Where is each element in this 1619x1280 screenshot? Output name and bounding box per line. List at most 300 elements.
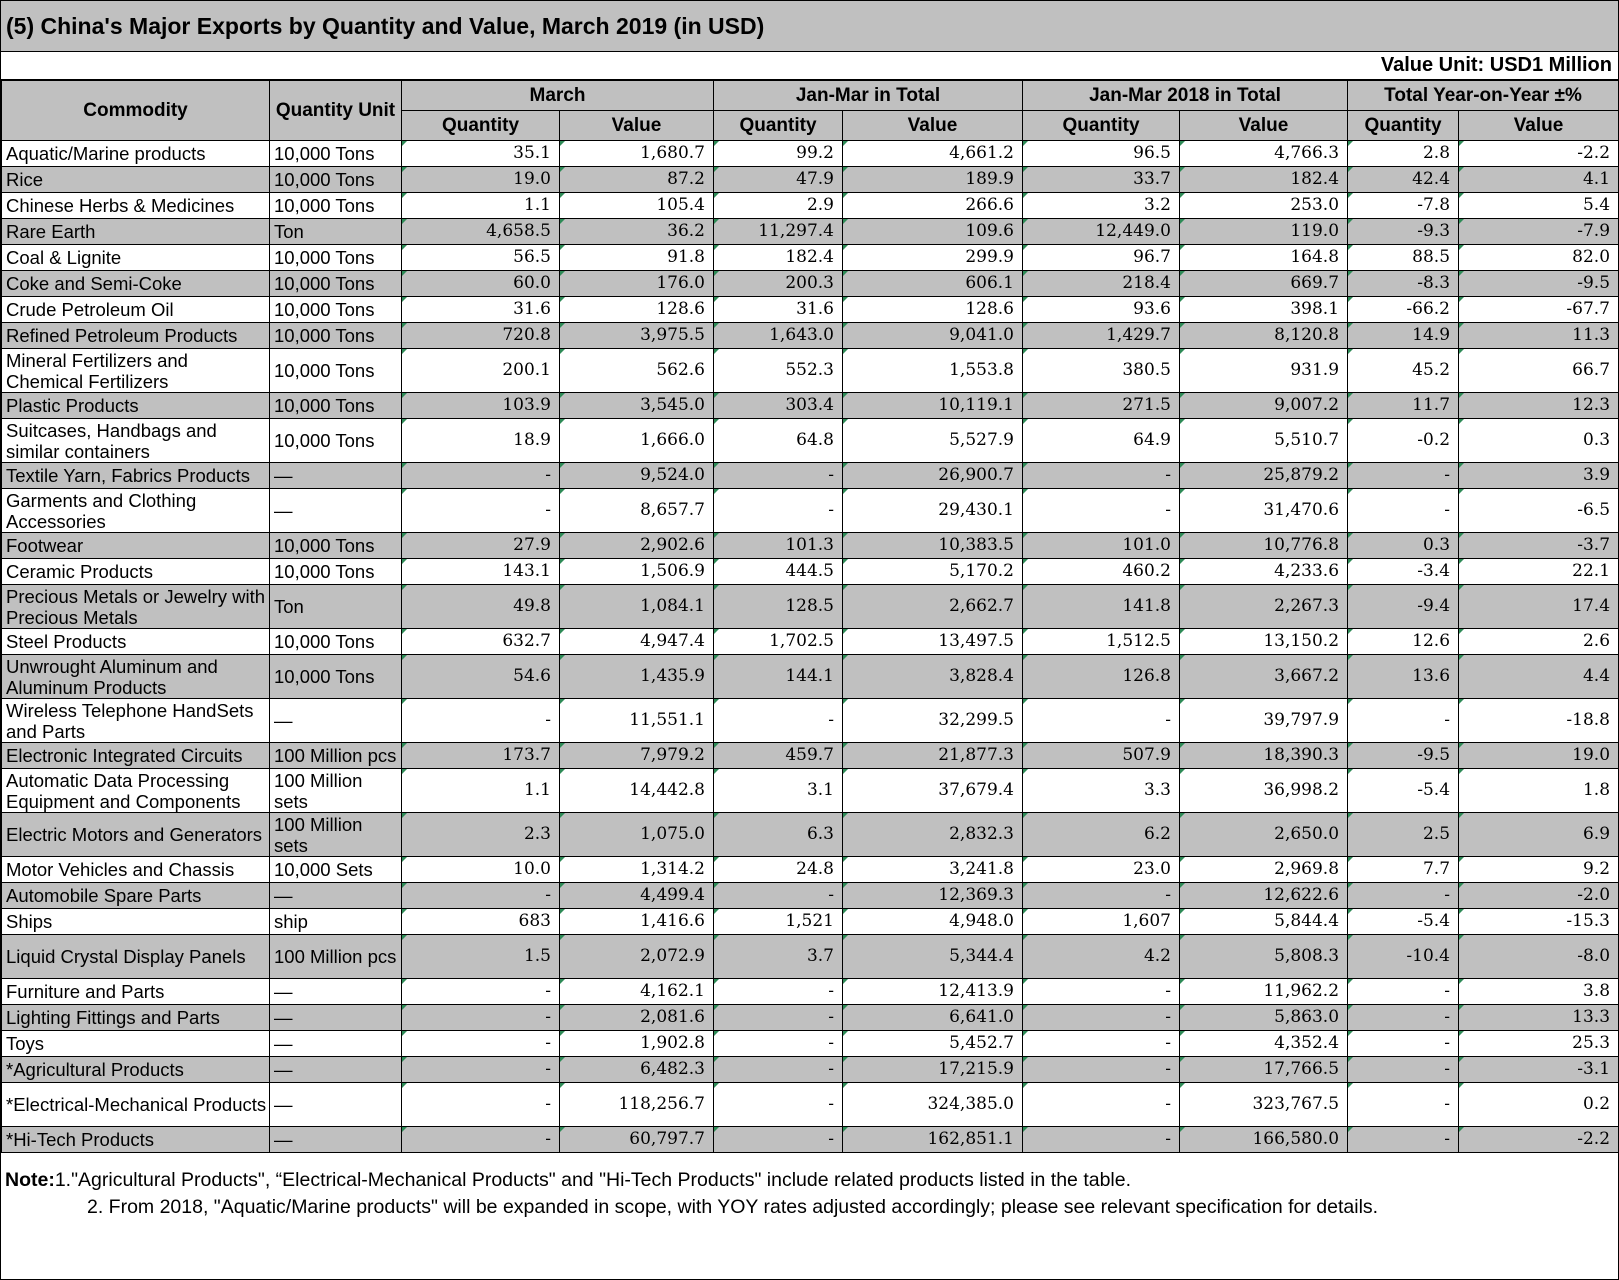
march-value-cell: 87.2 <box>560 167 714 193</box>
march-quantity-cell: 19.0 <box>402 167 560 193</box>
jan-mar-quantity-cell: 6.3 <box>714 813 843 857</box>
march-quantity-cell: 60.0 <box>402 271 560 297</box>
table-row <box>2 349 1619 393</box>
jan-mar-quantity-cell: 303.4 <box>714 393 843 419</box>
yoy-quantity-cell: -9.5 <box>1348 743 1459 769</box>
quantity-unit-cell: 10,000 Tons <box>270 271 402 297</box>
yoy-value-cell: 0.2 <box>1459 1083 1619 1127</box>
jan-mar-value-cell: 5,170.2 <box>843 559 1023 585</box>
quantity-unit-cell: — <box>270 1057 402 1083</box>
yoy-quantity-cell: -5.4 <box>1348 909 1459 935</box>
commodity-name: Rice <box>2 167 270 193</box>
march-quantity-cell: 720.8 <box>402 323 560 349</box>
march-value-cell: 60,797.7 <box>560 1127 714 1153</box>
jan-mar-2018-value-cell: 398.1 <box>1180 297 1348 323</box>
march-quantity-cell: 54.6 <box>402 655 560 699</box>
jan-mar-2018-value-cell: 3,667.2 <box>1180 655 1348 699</box>
commodity-name: Footwear <box>2 533 270 559</box>
yoy-quantity-cell: -3.4 <box>1348 559 1459 585</box>
jan-mar-quantity-cell: 47.9 <box>714 167 843 193</box>
jan-mar-2018-quantity-cell: 271.5 <box>1023 393 1180 419</box>
quantity-unit-cell: 10,000 Tons <box>270 559 402 585</box>
jan-mar-quantity-cell: 1,521 <box>714 909 843 935</box>
jan-mar-value-cell: 266.6 <box>843 193 1023 219</box>
commodity-name: Electric Motors and Generators <box>2 813 270 857</box>
jan-mar-2018-value-cell: 323,767.5 <box>1180 1083 1348 1127</box>
yoy-quantity-cell: -9.3 <box>1348 219 1459 245</box>
jan-mar-quantity-cell: 128.5 <box>714 585 843 629</box>
jan-mar-value-cell: 12,369.3 <box>843 883 1023 909</box>
yoy-quantity-cell: -8.3 <box>1348 271 1459 297</box>
jan-mar-quantity-cell: 444.5 <box>714 559 843 585</box>
march-value-cell: 562.6 <box>560 349 714 393</box>
jan-mar-quantity-cell: 1,643.0 <box>714 323 843 349</box>
jan-mar-value-cell: 2,832.3 <box>843 813 1023 857</box>
table-body <box>2 141 1619 1153</box>
jan-mar-value-cell: 3,828.4 <box>843 655 1023 699</box>
march-value-cell: 6,482.3 <box>560 1057 714 1083</box>
march-value-cell: 2,081.6 <box>560 1005 714 1031</box>
jan-mar-2018-quantity-cell: 23.0 <box>1023 857 1180 883</box>
quantity-unit-cell: — <box>270 883 402 909</box>
yoy-value-cell: 22.1 <box>1459 559 1619 585</box>
jan-mar-quantity-cell: - <box>714 1005 843 1031</box>
table-row <box>2 1057 1619 1083</box>
jan-mar-quantity-cell: - <box>714 699 843 743</box>
yoy-quantity-cell: 0.3 <box>1348 533 1459 559</box>
jan-mar-quantity-cell: - <box>714 463 843 489</box>
march-quantity-cell: - <box>402 1083 560 1127</box>
march-quantity-cell: - <box>402 1031 560 1057</box>
march-quantity-cell: 1.1 <box>402 769 560 813</box>
march-value-cell: 11,551.1 <box>560 699 714 743</box>
jan-mar-2018-quantity-cell: - <box>1023 1057 1180 1083</box>
commodity-name: Plastic Products <box>2 393 270 419</box>
yoy-value-cell: 9.2 <box>1459 857 1619 883</box>
yoy-value-cell: 11.3 <box>1459 323 1619 349</box>
jan-mar-2018-quantity-cell: 1,512.5 <box>1023 629 1180 655</box>
header-quantity-unit: Quantity Unit <box>270 81 402 141</box>
yoy-value-cell: -3.7 <box>1459 533 1619 559</box>
jan-mar-value-cell: 13,497.5 <box>843 629 1023 655</box>
yoy-quantity-cell: - <box>1348 1127 1459 1153</box>
table-row <box>2 1127 1619 1153</box>
commodity-name: Coke and Semi-Coke <box>2 271 270 297</box>
quantity-unit-cell: 10,000 Tons <box>270 141 402 167</box>
jan-mar-value-cell: 128.6 <box>843 297 1023 323</box>
jan-mar-2018-quantity-cell: 64.9 <box>1023 419 1180 463</box>
jan-mar-2018-quantity-cell: 218.4 <box>1023 271 1180 297</box>
header-group-yoy: Total Year-on-Year ±% <box>1348 81 1619 111</box>
jan-mar-2018-quantity-cell: - <box>1023 883 1180 909</box>
march-quantity-cell: - <box>402 1057 560 1083</box>
march-value-cell: 1,416.6 <box>560 909 714 935</box>
jan-mar-2018-quantity-cell: 3.2 <box>1023 193 1180 219</box>
commodity-name: Coal & Lignite <box>2 245 270 271</box>
yoy-value-cell: 2.6 <box>1459 629 1619 655</box>
march-quantity-cell: 173.7 <box>402 743 560 769</box>
yoy-quantity-cell: -9.4 <box>1348 585 1459 629</box>
jan-mar-quantity-cell: 24.8 <box>714 857 843 883</box>
march-value-cell: 8,657.7 <box>560 489 714 533</box>
yoy-value-cell: -6.5 <box>1459 489 1619 533</box>
jan-mar-2018-value-cell: 182.4 <box>1180 167 1348 193</box>
march-quantity-cell: 31.6 <box>402 297 560 323</box>
note-label: Note: <box>5 1169 55 1191</box>
jan-mar-2018-value-cell: 12,622.6 <box>1180 883 1348 909</box>
yoy-value-cell: -67.7 <box>1459 297 1619 323</box>
header-sub-quantity: Quantity <box>402 111 560 141</box>
jan-mar-2018-value-cell: 166,580.0 <box>1180 1127 1348 1153</box>
jan-mar-quantity-cell: 144.1 <box>714 655 843 699</box>
march-value-cell: 4,947.4 <box>560 629 714 655</box>
commodity-name: Automobile Spare Parts <box>2 883 270 909</box>
march-quantity-cell: 35.1 <box>402 141 560 167</box>
jan-mar-value-cell: 3,241.8 <box>843 857 1023 883</box>
quantity-unit-cell: Ton <box>270 585 402 629</box>
jan-mar-2018-value-cell: 4,766.3 <box>1180 141 1348 167</box>
jan-mar-2018-value-cell: 5,863.0 <box>1180 1005 1348 1031</box>
header-sub-quantity: Quantity <box>1023 111 1180 141</box>
jan-mar-quantity-cell: 200.3 <box>714 271 843 297</box>
yoy-quantity-cell: 2.8 <box>1348 141 1459 167</box>
march-value-cell: 3,545.0 <box>560 393 714 419</box>
quantity-unit-cell: 10,000 Tons <box>270 297 402 323</box>
jan-mar-quantity-cell: 3.7 <box>714 935 843 979</box>
yoy-quantity-cell: -7.8 <box>1348 193 1459 219</box>
table-row <box>2 323 1619 349</box>
yoy-quantity-cell: - <box>1348 1005 1459 1031</box>
yoy-value-cell: -7.9 <box>1459 219 1619 245</box>
table-row <box>2 559 1619 585</box>
quantity-unit-cell: 10,000 Sets <box>270 857 402 883</box>
march-value-cell: 176.0 <box>560 271 714 297</box>
march-value-cell: 2,902.6 <box>560 533 714 559</box>
jan-mar-2018-value-cell: 4,352.4 <box>1180 1031 1348 1057</box>
quantity-unit-cell: — <box>270 489 402 533</box>
jan-mar-2018-value-cell: 931.9 <box>1180 349 1348 393</box>
jan-mar-2018-value-cell: 253.0 <box>1180 193 1348 219</box>
jan-mar-2018-quantity-cell: - <box>1023 1005 1180 1031</box>
jan-mar-quantity-cell: 182.4 <box>714 245 843 271</box>
jan-mar-quantity-cell: 31.6 <box>714 297 843 323</box>
jan-mar-2018-value-cell: 164.8 <box>1180 245 1348 271</box>
march-quantity-cell: 2.3 <box>402 813 560 857</box>
commodity-name: Garments and Clothing Accessories <box>2 489 270 533</box>
jan-mar-value-cell: 109.6 <box>843 219 1023 245</box>
yoy-value-cell: -8.0 <box>1459 935 1619 979</box>
table-row <box>2 699 1619 743</box>
jan-mar-2018-value-cell: 5,844.4 <box>1180 909 1348 935</box>
jan-mar-2018-value-cell: 25,879.2 <box>1180 463 1348 489</box>
jan-mar-value-cell: 37,679.4 <box>843 769 1023 813</box>
march-quantity-cell: - <box>402 699 560 743</box>
jan-mar-value-cell: 324,385.0 <box>843 1083 1023 1127</box>
jan-mar-2018-quantity-cell: - <box>1023 463 1180 489</box>
table-row <box>2 935 1619 979</box>
yoy-value-cell: 3.9 <box>1459 463 1619 489</box>
march-quantity-cell: 27.9 <box>402 533 560 559</box>
march-quantity-cell: 18.9 <box>402 419 560 463</box>
jan-mar-value-cell: 162,851.1 <box>843 1127 1023 1153</box>
jan-mar-2018-value-cell: 2,650.0 <box>1180 813 1348 857</box>
march-value-cell: 1,680.7 <box>560 141 714 167</box>
march-value-cell: 7,979.2 <box>560 743 714 769</box>
yoy-value-cell: -2.2 <box>1459 141 1619 167</box>
table-row <box>2 769 1619 813</box>
table-row <box>2 141 1619 167</box>
commodity-name: *Agricultural Products <box>2 1057 270 1083</box>
commodity-name: Toys <box>2 1031 270 1057</box>
jan-mar-value-cell: 32,299.5 <box>843 699 1023 743</box>
yoy-quantity-cell: 13.6 <box>1348 655 1459 699</box>
jan-mar-quantity-cell: - <box>714 1127 843 1153</box>
commodity-name: Unwrought Aluminum and Aluminum Products <box>2 655 270 699</box>
jan-mar-2018-value-cell: 4,233.6 <box>1180 559 1348 585</box>
march-value-cell: 3,975.5 <box>560 323 714 349</box>
commodity-name: Liquid Crystal Display Panels <box>2 935 270 979</box>
march-quantity-cell: - <box>402 463 560 489</box>
jan-mar-2018-value-cell: 10,776.8 <box>1180 533 1348 559</box>
quantity-unit-cell: 10,000 Tons <box>270 193 402 219</box>
yoy-quantity-cell: 7.7 <box>1348 857 1459 883</box>
commodity-name: Wireless Telephone HandSets and Parts <box>2 699 270 743</box>
yoy-quantity-cell: -0.2 <box>1348 419 1459 463</box>
table-row <box>2 393 1619 419</box>
jan-mar-2018-value-cell: 13,150.2 <box>1180 629 1348 655</box>
yoy-quantity-cell: -10.4 <box>1348 935 1459 979</box>
yoy-value-cell: -15.3 <box>1459 909 1619 935</box>
quantity-unit-cell: — <box>270 699 402 743</box>
jan-mar-value-cell: 4,661.2 <box>843 141 1023 167</box>
yoy-value-cell: -2.2 <box>1459 1127 1619 1153</box>
quantity-unit-cell: 100 Million sets <box>270 769 402 813</box>
jan-mar-2018-quantity-cell: 101.0 <box>1023 533 1180 559</box>
jan-mar-quantity-cell: 64.8 <box>714 419 843 463</box>
quantity-unit-cell: — <box>270 1005 402 1031</box>
yoy-quantity-cell: 2.5 <box>1348 813 1459 857</box>
header-group-jan-mar-total: Jan-Mar in Total <box>714 81 1023 111</box>
header-sub-value: Value <box>560 111 714 141</box>
commodity-name: Ceramic Products <box>2 559 270 585</box>
march-value-cell: 1,075.0 <box>560 813 714 857</box>
header-sub-value: Value <box>1180 111 1348 141</box>
quantity-unit-cell: 10,000 Tons <box>270 167 402 193</box>
yoy-value-cell: 13.3 <box>1459 1005 1619 1031</box>
march-quantity-cell: 10.0 <box>402 857 560 883</box>
yoy-quantity-cell: - <box>1348 489 1459 533</box>
exports-table <box>1 80 1619 1153</box>
march-value-cell: 14,442.8 <box>560 769 714 813</box>
jan-mar-value-cell: 1,553.8 <box>843 349 1023 393</box>
jan-mar-value-cell: 6,641.0 <box>843 1005 1023 1031</box>
yoy-quantity-cell: 42.4 <box>1348 167 1459 193</box>
march-value-cell: 9,524.0 <box>560 463 714 489</box>
header-sub-quantity: Quantity <box>1348 111 1459 141</box>
jan-mar-2018-value-cell: 2,969.8 <box>1180 857 1348 883</box>
march-value-cell: 1,902.8 <box>560 1031 714 1057</box>
commodity-name: Steel Products <box>2 629 270 655</box>
jan-mar-2018-quantity-cell: 141.8 <box>1023 585 1180 629</box>
jan-mar-2018-quantity-cell: 126.8 <box>1023 655 1180 699</box>
jan-mar-2018-quantity-cell: 1,607 <box>1023 909 1180 935</box>
jan-mar-2018-quantity-cell: 1,429.7 <box>1023 323 1180 349</box>
march-quantity-cell: - <box>402 1005 560 1031</box>
jan-mar-value-cell: 12,413.9 <box>843 979 1023 1005</box>
yoy-quantity-cell: - <box>1348 463 1459 489</box>
march-quantity-cell: 1.1 <box>402 193 560 219</box>
yoy-quantity-cell: -66.2 <box>1348 297 1459 323</box>
jan-mar-quantity-cell: 1,702.5 <box>714 629 843 655</box>
yoy-value-cell: 17.4 <box>1459 585 1619 629</box>
march-quantity-cell: - <box>402 1127 560 1153</box>
march-value-cell: 1,435.9 <box>560 655 714 699</box>
yoy-value-cell: 4.1 <box>1459 167 1619 193</box>
jan-mar-2018-value-cell: 8,120.8 <box>1180 323 1348 349</box>
march-value-cell: 105.4 <box>560 193 714 219</box>
jan-mar-value-cell: 5,527.9 <box>843 419 1023 463</box>
jan-mar-2018-quantity-cell: - <box>1023 699 1180 743</box>
quantity-unit-cell: 10,000 Tons <box>270 393 402 419</box>
march-quantity-cell: 143.1 <box>402 559 560 585</box>
jan-mar-2018-quantity-cell: 380.5 <box>1023 349 1180 393</box>
yoy-quantity-cell: 11.7 <box>1348 393 1459 419</box>
march-value-cell: 118,256.7 <box>560 1083 714 1127</box>
yoy-quantity-cell: - <box>1348 1057 1459 1083</box>
jan-mar-2018-value-cell: 119.0 <box>1180 219 1348 245</box>
header-group-march: March <box>402 81 714 111</box>
commodity-name: Ships <box>2 909 270 935</box>
commodity-name: Mineral Fertilizers and Chemical Fertilizers <box>2 349 270 393</box>
jan-mar-value-cell: 299.9 <box>843 245 1023 271</box>
quantity-unit-cell: — <box>270 1031 402 1057</box>
march-value-cell: 91.8 <box>560 245 714 271</box>
yoy-value-cell: 66.7 <box>1459 349 1619 393</box>
jan-mar-quantity-cell: - <box>714 1057 843 1083</box>
yoy-quantity-cell: 45.2 <box>1348 349 1459 393</box>
table-row <box>2 271 1619 297</box>
yoy-value-cell: 1.8 <box>1459 769 1619 813</box>
quantity-unit-cell: 10,000 Tons <box>270 419 402 463</box>
jan-mar-value-cell: 5,344.4 <box>843 935 1023 979</box>
jan-mar-2018-value-cell: 2,267.3 <box>1180 585 1348 629</box>
jan-mar-value-cell: 5,452.7 <box>843 1031 1023 1057</box>
march-quantity-cell: 200.1 <box>402 349 560 393</box>
table-row <box>2 193 1619 219</box>
jan-mar-quantity-cell: 99.2 <box>714 141 843 167</box>
jan-mar-value-cell: 29,430.1 <box>843 489 1023 533</box>
quantity-unit-cell: 10,000 Tons <box>270 245 402 271</box>
commodity-name: Lighting Fittings and Parts <box>2 1005 270 1031</box>
march-quantity-cell: 103.9 <box>402 393 560 419</box>
march-value-cell: 36.2 <box>560 219 714 245</box>
commodity-name: Motor Vehicles and Chassis <box>2 857 270 883</box>
march-quantity-cell: 632.7 <box>402 629 560 655</box>
quantity-unit-cell: — <box>270 979 402 1005</box>
table-title: (5) China's Major Exports by Quantity and Value, March 2019 (in USD) <box>1 1 1618 52</box>
quantity-unit-cell: 10,000 Tons <box>270 629 402 655</box>
yoy-quantity-cell: 88.5 <box>1348 245 1459 271</box>
commodity-name: Refined Petroleum Products <box>2 323 270 349</box>
quantity-unit-cell: — <box>270 1083 402 1127</box>
jan-mar-2018-value-cell: 5,510.7 <box>1180 419 1348 463</box>
jan-mar-2018-quantity-cell: 96.5 <box>1023 141 1180 167</box>
jan-mar-value-cell: 21,877.3 <box>843 743 1023 769</box>
jan-mar-2018-quantity-cell: - <box>1023 489 1180 533</box>
jan-mar-value-cell: 10,119.1 <box>843 393 1023 419</box>
march-value-cell: 1,314.2 <box>560 857 714 883</box>
commodity-name: Precious Metals or Jewelry with Precious Metals <box>2 585 270 629</box>
table-row <box>2 655 1619 699</box>
jan-mar-2018-quantity-cell: 4.2 <box>1023 935 1180 979</box>
table-row <box>2 489 1619 533</box>
jan-mar-quantity-cell: 11,297.4 <box>714 219 843 245</box>
jan-mar-value-cell: 606.1 <box>843 271 1023 297</box>
quantity-unit-cell: — <box>270 1127 402 1153</box>
jan-mar-quantity-cell: 552.3 <box>714 349 843 393</box>
march-value-cell: 4,162.1 <box>560 979 714 1005</box>
table-row <box>2 533 1619 559</box>
jan-mar-2018-value-cell: 31,470.6 <box>1180 489 1348 533</box>
quantity-unit-cell: 10,000 Tons <box>270 533 402 559</box>
yoy-value-cell: 12.3 <box>1459 393 1619 419</box>
jan-mar-value-cell: 189.9 <box>843 167 1023 193</box>
yoy-quantity-cell: -5.4 <box>1348 769 1459 813</box>
header-sub-quantity: Quantity <box>714 111 843 141</box>
quantity-unit-cell: 10,000 Tons <box>270 349 402 393</box>
jan-mar-value-cell: 9,041.0 <box>843 323 1023 349</box>
commodity-name: Automatic Data Processing Equipment and Components <box>2 769 270 813</box>
jan-mar-2018-quantity-cell: 460.2 <box>1023 559 1180 585</box>
table-row <box>2 463 1619 489</box>
jan-mar-quantity-cell: - <box>714 979 843 1005</box>
yoy-quantity-cell: - <box>1348 699 1459 743</box>
march-quantity-cell: - <box>402 883 560 909</box>
quantity-unit-cell: 10,000 Tons <box>270 323 402 349</box>
jan-mar-value-cell: 10,383.5 <box>843 533 1023 559</box>
yoy-value-cell: 0.3 <box>1459 419 1619 463</box>
yoy-quantity-cell: 12.6 <box>1348 629 1459 655</box>
commodity-name: Electronic Integrated Circuits <box>2 743 270 769</box>
march-quantity-cell: 56.5 <box>402 245 560 271</box>
yoy-quantity-cell: - <box>1348 1031 1459 1057</box>
jan-mar-2018-value-cell: 9,007.2 <box>1180 393 1348 419</box>
header-sub-value: Value <box>1459 111 1619 141</box>
table-row <box>2 1005 1619 1031</box>
jan-mar-2018-quantity-cell: 507.9 <box>1023 743 1180 769</box>
commodity-name: Chinese Herbs & Medicines <box>2 193 270 219</box>
yoy-value-cell: 25.3 <box>1459 1031 1619 1057</box>
march-quantity-cell: 4,658.5 <box>402 219 560 245</box>
header-commodity: Commodity <box>2 81 270 141</box>
table-row <box>2 857 1619 883</box>
march-value-cell: 2,072.9 <box>560 935 714 979</box>
jan-mar-2018-quantity-cell: 3.3 <box>1023 769 1180 813</box>
jan-mar-2018-value-cell: 36,998.2 <box>1180 769 1348 813</box>
quantity-unit-cell: 100 Million pcs <box>270 935 402 979</box>
commodity-name: Textile Yarn, Fabrics Products <box>2 463 270 489</box>
table-notes <box>1 1153 1618 1221</box>
jan-mar-value-cell: 4,948.0 <box>843 909 1023 935</box>
jan-mar-quantity-cell: - <box>714 489 843 533</box>
jan-mar-2018-value-cell: 39,797.9 <box>1180 699 1348 743</box>
yoy-value-cell: 3.8 <box>1459 979 1619 1005</box>
yoy-value-cell: 4.4 <box>1459 655 1619 699</box>
march-quantity-cell: 683 <box>402 909 560 935</box>
note-line-2: 2. From 2018, "Aquatic/Marine products" will be expanded in scope, with YOY rates adjusted accordingly; please see relevant specification for details. <box>87 1196 1379 1218</box>
march-value-cell: 128.6 <box>560 297 714 323</box>
jan-mar-2018-value-cell: 18,390.3 <box>1180 743 1348 769</box>
